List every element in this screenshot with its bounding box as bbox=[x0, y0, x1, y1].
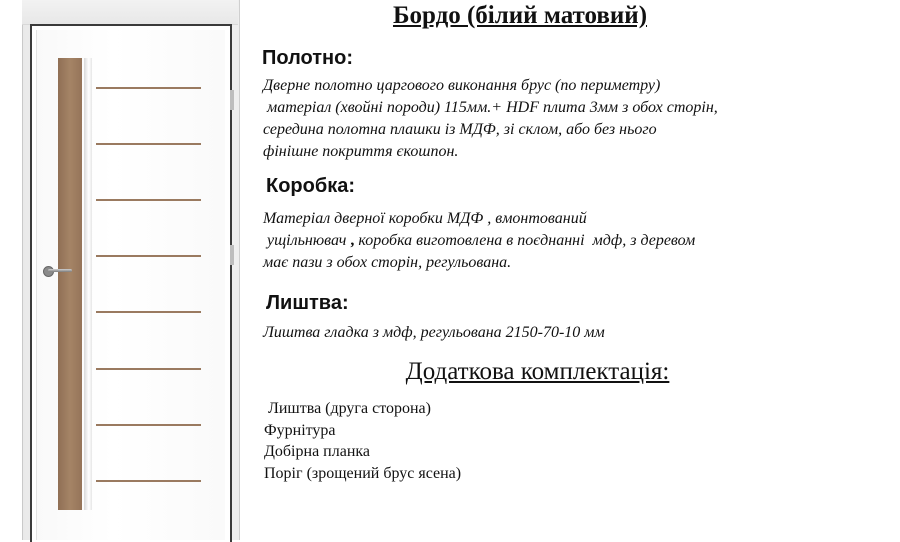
frame-line bbox=[263, 230, 695, 252]
door-slat bbox=[96, 199, 201, 201]
extras-list bbox=[264, 398, 461, 484]
door-slat bbox=[96, 368, 201, 370]
extras-item bbox=[264, 441, 461, 463]
frame-line: має пази з обох сторін, регульована. bbox=[263, 254, 512, 271]
frame-line: Матеріал дверної коробки МДФ , вмонтований bbox=[263, 210, 587, 227]
door-slat bbox=[96, 424, 201, 426]
frame-line-part: коробка виготовлена в поєднанні мдф, з деревом bbox=[354, 232, 696, 249]
extras-item bbox=[264, 420, 461, 442]
trim-line: Лиштва гладка з мдф, регульована 2150-70-10 мм bbox=[263, 324, 605, 341]
leaf-line: фінішне покриття єкошпон. bbox=[263, 143, 459, 160]
page-title: Бордо (білий матовий) bbox=[392, 2, 648, 29]
door-glass-panel bbox=[58, 58, 82, 510]
extras-item bbox=[264, 463, 461, 485]
extras-item-label: Лиштва (друга сторона) bbox=[264, 400, 431, 417]
door-hinge bbox=[230, 245, 234, 265]
trim-heading: Лиштва: bbox=[266, 292, 349, 314]
extras-item-label: Фурнітура bbox=[264, 421, 336, 439]
door-slat bbox=[96, 480, 201, 482]
extras-heading: Додаткова комплектація: bbox=[405, 358, 670, 385]
door-slat bbox=[96, 255, 201, 257]
leaf-heading: Полотно: bbox=[262, 47, 354, 69]
door-glass-edge bbox=[84, 58, 92, 510]
leaf-line: Дверне полотно царгового виконання брус (по периметру) bbox=[263, 77, 661, 94]
frame-description bbox=[263, 208, 695, 274]
extras-item bbox=[264, 398, 461, 420]
door-illustration bbox=[22, 0, 240, 540]
trim-description bbox=[263, 322, 605, 344]
door-slat bbox=[96, 143, 201, 145]
door-slat bbox=[96, 311, 201, 313]
frame-line-bold-comma: , bbox=[350, 232, 355, 249]
frame-line-part: ущільнювач bbox=[263, 232, 351, 249]
leaf-description bbox=[263, 75, 718, 163]
leaf-line: матеріал (хвойні породи) 115мм.+ HDF плита 3мм з обох сторін, bbox=[263, 99, 718, 116]
extras-item-label: Добірна планка bbox=[264, 443, 371, 460]
door-slat bbox=[96, 87, 201, 89]
door-hinge bbox=[230, 90, 234, 110]
frame-heading: Коробка: bbox=[266, 175, 356, 197]
leaf-line: середина полотна плашки із МДФ, зі склом, або без нього bbox=[263, 121, 657, 138]
door-handle-lever bbox=[48, 269, 72, 272]
extras-item-label: Поріг (зрощений брус ясена) bbox=[264, 464, 462, 482]
door-frame-top bbox=[22, 0, 238, 25]
